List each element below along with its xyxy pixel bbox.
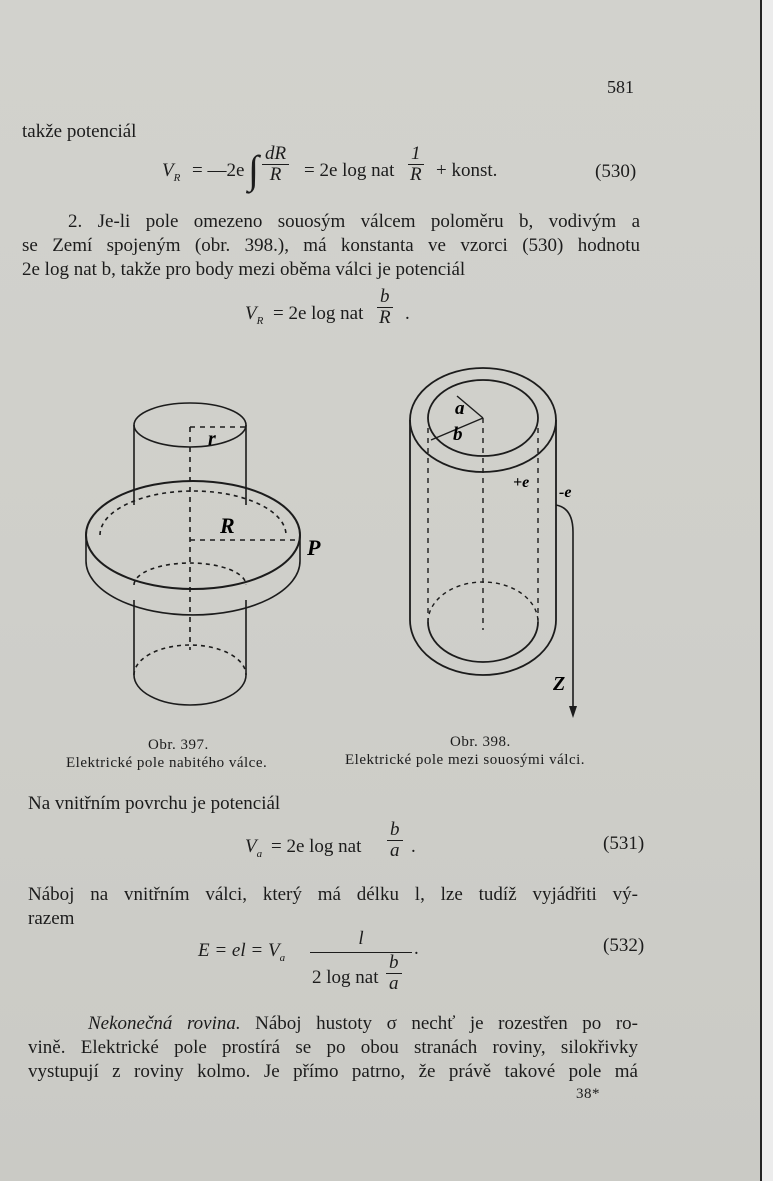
frac-num: b — [377, 287, 393, 308]
eq-middle: = 2e log nat — [271, 836, 362, 857]
equation-number: (530) — [595, 161, 637, 182]
label-b: b — [453, 424, 463, 445]
eq-lhs: V — [245, 836, 257, 857]
figure-398 — [395, 360, 595, 725]
label-r: r — [208, 428, 216, 450]
frac-num: l — [358, 928, 364, 949]
text-line: Náboj na vnitřním válci, který má délku l, lze tudíž vyjádřiti vý- — [28, 884, 638, 905]
frac-den: R — [378, 307, 391, 328]
figure-397 — [60, 385, 350, 725]
eq-middle: = 2e log nat — [304, 160, 395, 181]
equation-number: (532) — [603, 935, 645, 956]
eq-lhs-sub: R — [256, 315, 264, 327]
eq-tail: . — [414, 938, 419, 959]
text-line: se Zemí spojeným (obr. 398.), má konstanta ve vzorci (530) hodnotu — [22, 235, 640, 256]
equation-531 — [245, 818, 465, 872]
text-line — [88, 1013, 638, 1035]
frac-num: 1 — [408, 144, 424, 165]
text-line: 2e log nat b, takže pro body mezi oběma válci je potenciál — [22, 259, 466, 280]
figure-397-caption-number: Obr. 397. — [148, 737, 209, 753]
integral-sign: ∫ — [248, 147, 259, 192]
eq-tail: + konst. — [436, 160, 498, 181]
equation-number: (531) — [603, 833, 645, 854]
text-line: 2. Je-li pole omezeno souosým válcem poloměru b, vodivým a — [68, 211, 640, 232]
frac-den: R — [269, 164, 282, 185]
frac-num: b — [386, 953, 402, 974]
label-minus-e: -e — [559, 484, 572, 501]
equation-vr — [245, 285, 465, 339]
figure-398-caption: Elektrické pole mezi souosými válci. — [345, 752, 586, 768]
eq-lhs-sub: a — [256, 848, 263, 860]
frac-den: a — [389, 973, 399, 994]
eq-lhs: V — [162, 160, 174, 181]
equation-532 — [198, 924, 458, 1004]
eq-lhs-sub: a — [279, 952, 286, 964]
frac-num: b — [387, 820, 403, 841]
eq-tail: . — [405, 303, 410, 324]
label-Z: Z — [553, 673, 566, 695]
label-a: a — [455, 398, 465, 419]
frac-den: R — [409, 164, 422, 185]
text-line: vystupují z roviny kolmo. Je přímo patrno, že právě takové pole má — [28, 1061, 638, 1082]
text-line: vině. Elektrické pole prostírá se po obou stranách roviny, silokřivky — [28, 1037, 638, 1058]
text-line: Na vnitřním povrchu je potenciál — [28, 793, 281, 814]
equation-530 — [162, 140, 652, 204]
eq-minus-2e: = —2e — [192, 160, 245, 181]
figure-398-caption-number: Obr. 398. — [450, 734, 511, 750]
arrow-head-icon — [569, 706, 577, 718]
text-line: razem — [28, 908, 75, 929]
signature-mark: 38* — [576, 1086, 600, 1102]
text-line-rest: Náboj hustoty σ nechť je rozestřen po ro- — [255, 1013, 638, 1034]
frac-den: a — [390, 840, 400, 861]
eq-tail: . — [411, 836, 416, 857]
text-line: takže potenciál — [22, 121, 137, 142]
frac-den-text: 2 log nat — [312, 967, 379, 988]
figure-397-caption: Elektrické pole nabitého válce. — [66, 755, 268, 771]
section-title: Nekonečná rovina. — [88, 1013, 241, 1034]
label-R: R — [220, 513, 235, 538]
label-plus-e: +e — [513, 474, 530, 491]
page-number: 581 — [607, 77, 634, 97]
page-edge — [760, 0, 773, 1181]
eq-middle: = 2e log nat — [273, 303, 364, 324]
eq-lhs: V — [245, 303, 257, 324]
eq-lhs: E = el = V — [198, 940, 280, 961]
frac-num: dR — [262, 144, 289, 165]
eq-lhs-sub: R — [173, 172, 181, 184]
label-P: P — [307, 535, 321, 560]
big-fraction — [310, 928, 412, 1001]
